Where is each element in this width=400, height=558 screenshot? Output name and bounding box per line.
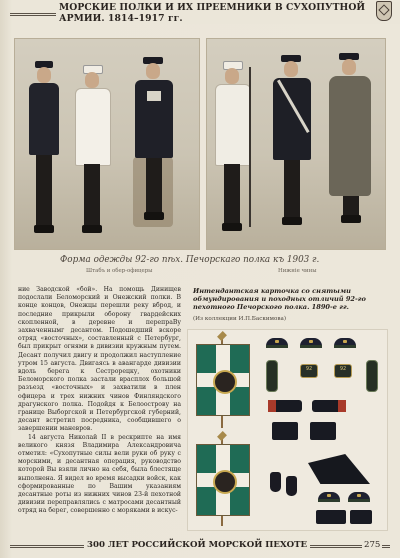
epaulette-icon: 92 [334,364,352,378]
shoulder-strap-icon [366,360,378,392]
shoulder-strap-icon [266,360,278,392]
flag-finial-icon [217,331,227,341]
soldiers-photo [206,38,386,250]
photo-caption: Форма одежды 92-го пѣх. Печорскаго полка къ 1903 г. [60,255,320,265]
running-footer [0,536,400,558]
body-text-column [18,286,181,526]
glove-icon [286,476,297,496]
cuff-icon [316,510,346,524]
body-paragraph: 14 августа Николай II в рескрипте на имя великого князя Владимира Александровича отметил: «Сухопутные силы вели руки об руку с морскими, и десантная операция, руководство которой Вы взяли лично на себя, была блестяще выполнена. Я видел во время высадки войск, как сформированные по Вашим указаниям десантные роты из нижних чинов 23-й пехотной дивизии переправлялись с матросами десантный отряд на берег, совершенно с моряками в искус- [18,433,181,515]
epaulette-icon: 92 [300,364,318,378]
cuff-icon [350,510,372,524]
navy-cap-icon [300,338,322,348]
uniform-card-illustration [187,329,388,531]
navy-cap-icon [348,492,370,502]
page-number: 275 [364,540,381,550]
navy-cap-icon [266,338,288,348]
bashlyk-hood-icon [308,454,370,484]
photo-subcaption-soldiers: Нижніе чины [278,268,317,274]
uniform-photographs [14,38,384,248]
officers-photo [14,38,200,250]
cuff-icon [310,422,336,440]
regimental-flag-icon [196,344,250,416]
regimental-flag-icon [196,444,250,516]
glove-icon [270,472,281,492]
figure-source: (Из коллекции И.П.Баскимова) [193,316,286,322]
figure-caption: Интендантская карточка со снятыми обмундирования и походных отличий 92-го пехотного Печорского полка. 1890-е гг. [193,287,366,311]
running-footer-title: 300 ЛЕТ РОССИЙСКОЙ МОРСКОЙ ПЕХОТЕ [84,540,310,550]
cuff-icon [272,422,298,440]
running-header [0,0,400,24]
navy-cap-icon [334,338,356,348]
regiment-emblem-icon [376,1,392,21]
body-paragraph: ние Заводской «бой». На помощь Динищев подослали Беломорский и Онежский полки. В конце концов, Онежцы перешли реку вброд, и последние прикрыли оборону гвардейских скопленной, в деревне и перепраВу захваченнымг десантом. Подошедший вскоре отряд «восточных», составленный с Петербург, был прикрыт огнями в дивизии кружным путем. Десант получил двигу и продолжил наступление утром 15 августа. Двигаясь в авангарде дивизии вдоль берега к Сестрорецку, охотники Беломорского полка застали врасплох большой разъезд «восточных» и захватили в плен офицера и трех нижних чинов Финляндского драгунского полка. Подойдя к Белоострову на границе Выборгской и Петербургской губерний, десант встретил посредника, сообщившего о завершении маневров. [18,286,181,433]
navy-cap-icon [318,492,340,502]
flag-finial-icon [217,431,227,441]
running-header-title: МОРСКИЕ ПОЛКИ И ИХ ПРЕЕМНИКИ В СУХОПУТНОЙ АРМИИ. 1814–1917 гг. [56,2,400,24]
photo-subcaption-officers: Штабъ и обер-офицеры [86,268,153,274]
